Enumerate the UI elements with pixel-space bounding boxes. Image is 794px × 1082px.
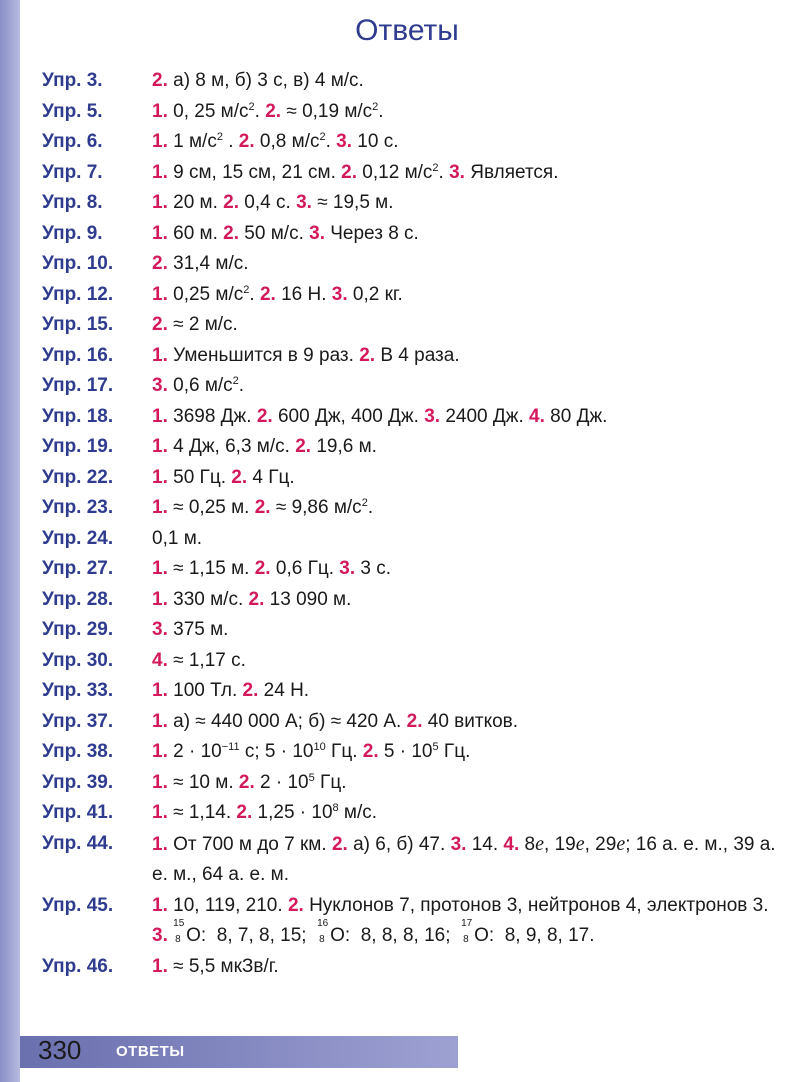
superscript: −11 [221,741,240,753]
answer-number: 1. [152,222,168,244]
text-fragment: 20 м. [167,192,224,213]
text-fragment: 40 витков. [422,710,519,732]
text-fragment: Является. [464,161,559,183]
text-fragment: . [238,375,245,396]
exercise-label: Упр. 10. [42,253,114,274]
text-fragment: 8 [519,833,536,855]
answer-text [152,768,782,799]
text-fragment: 1,25 · 10 [252,802,333,823]
text-fragment: 375 м. [167,619,229,640]
answer-row [0,97,794,128]
exercise-label: Упр. 16. [42,344,114,366]
answer-text [152,615,782,646]
answer-number: 3. [152,925,168,946]
text-fragment: ≈ 0,19 м/с [281,100,373,122]
text-fragment: 0,2 кг. [347,283,403,305]
answer-number: 3. [152,619,168,640]
italic-symbol: e [616,832,626,855]
text-fragment: 13 090 м. [264,588,352,610]
exercise-label: Упр. 22. [42,466,114,488]
text-fragment: O: 8, 7, 8, 15; [186,925,318,946]
answer-number: 3. [331,283,348,305]
answer-number: 3. [449,161,465,183]
answer-number: 2. [287,894,304,916]
answer-row [0,707,794,738]
answer-number: 3. [296,192,312,213]
answer-number: 2. [238,131,255,152]
text-fragment: с; 5 · 10 [239,741,314,762]
exercise-label: Упр. 30. [42,649,114,671]
text-fragment: . [222,131,239,152]
text-fragment: Гц. [314,771,347,793]
answer-number: 2. [231,466,248,488]
text-fragment: ≈ 2 м/с. [167,314,238,335]
exercise-label: Упр. 29. [42,619,114,640]
answers-list [0,66,794,982]
isotope-notation: 16 8 [317,918,329,945]
text-fragment: 4 Гц. [247,466,295,488]
exercise-label: Упр. 39. [42,771,114,793]
text-fragment: а) ≈ 440 000 А; б) ≈ 420 А. [167,710,407,732]
text-fragment: , 29 [584,833,617,855]
answer-number: 4. [503,833,520,855]
text-fragment: 5 · 10 [378,741,433,762]
text-fragment: . [325,131,337,152]
answer-text [152,646,782,677]
answer-text [152,158,782,189]
answer-number: 1. [152,771,168,793]
answer-row [0,371,794,402]
answer-number: 2. [223,192,240,213]
text-fragment: 19,6 м. [311,436,377,457]
exercise-label: Упр. 33. [42,680,114,701]
answer-text [152,310,782,341]
answer-text [152,463,782,494]
isotope-notation: 17 8 [461,918,473,945]
answer-text [152,798,782,829]
answer-text [152,829,782,891]
superscript: 2 [372,100,379,113]
text-fragment: 80 Дж. [544,405,608,427]
answer-number: 2. [236,802,253,823]
answer-number: 1. [152,741,168,762]
superscript: 2 [232,375,239,387]
exercise-label: Упр. 15. [42,314,114,335]
text-fragment: Уменьшится в 9 раз. [167,344,360,366]
text-fragment: 1 м/с [167,131,217,152]
answer-text [152,493,782,524]
answer-row [0,127,794,158]
exercise-label: Упр. 41. [42,802,114,823]
text-fragment: Гц. [438,741,471,762]
answer-text [152,341,782,372]
answer-number: 2. [341,161,358,183]
answer-row [0,952,794,983]
answer-number: 3. [450,833,467,855]
text-fragment: а) 6, б) 47. [347,833,451,855]
answer-row [0,524,794,555]
text-fragment: 50 м/с. [239,222,310,244]
answer-text [152,66,782,97]
text-fragment: 0,1 м. [152,527,203,549]
answer-text [152,554,782,585]
text-fragment: 31,4 м/с. [167,253,249,274]
text-fragment: , 19 [544,833,576,855]
answer-row [0,402,794,433]
text-fragment: 3 с. [355,558,392,579]
text-fragment: 10 с. [352,131,399,152]
answer-number: 4. [152,649,168,671]
answer-row [0,66,794,97]
text-fragment: . [438,161,450,183]
text-fragment: 0, 25 м/с [167,100,249,122]
text-fragment: 600 Дж, 400 Дж. [272,405,425,427]
text-fragment: ≈ 1,15 м. [167,558,255,579]
italic-symbol: e [535,832,545,855]
exercise-label: Упр. 46. [42,955,114,977]
answer-number: 1. [152,405,168,427]
answer-row [0,341,794,372]
answer-number: 1. [152,894,168,916]
text-fragment: а) 8 м, б) 3 с, в) 4 м/с. [167,70,364,91]
answer-number: 1. [152,466,168,488]
answer-number: 1. [152,955,168,977]
answer-number: 4. [529,405,545,427]
answer-text [152,402,782,433]
answer-text [152,188,782,219]
answer-number: 2. [242,680,259,701]
answer-row [0,676,794,707]
superscript: 2 [248,100,255,113]
answer-number: 2. [265,100,282,122]
exercise-label: Упр. 45. [42,894,114,916]
exercise-label: Упр. 9. [42,222,103,244]
answer-number: 2. [362,741,379,762]
exercise-label: Упр. 24. [42,527,114,549]
superscript: 2 [319,131,326,143]
text-fragment: O: 8, 9, 8, 17. [474,925,595,946]
answer-row [0,891,794,952]
exercise-label: Упр. 19. [42,436,114,457]
text-fragment: 60 м. [167,222,224,244]
answer-row [0,737,794,768]
footer-bar [20,1036,458,1068]
answer-number: 2. [259,283,276,305]
answer-row [0,188,794,219]
answer-number: 2. [238,771,255,793]
answer-number: 1. [152,344,168,366]
answer-text [152,585,782,616]
answer-number: 2. [254,558,271,579]
answer-number: 1. [152,833,168,855]
answer-row [0,463,794,494]
answer-row [0,768,794,799]
text-fragment: ≈ 1,14. [167,802,237,823]
exercise-label: Упр. 12. [42,283,114,305]
exercise-label: Упр. 5. [42,100,103,122]
answer-number: 1. [152,283,168,305]
text-fragment: 0,4 с. [239,192,297,213]
exercise-label: Упр. 8. [42,192,103,213]
answer-row [0,432,794,463]
text-fragment: ≈ 19,5 м. [311,192,394,213]
answer-row [0,219,794,250]
superscript: 10 [313,741,326,753]
exercise-label: Упр. 28. [42,588,114,610]
text-fragment: Нуклонов 7, протонов 3, нейтронов 4, электронов 3. [303,894,774,916]
answer-row [0,646,794,677]
exercise-label: Упр. 27. [42,558,114,579]
footer-section-label: ОТВЕТЫ [116,1043,185,1060]
answer-number: 2. [223,222,240,244]
answer-number: 2. [152,314,168,335]
exercise-label: Упр. 7. [42,161,103,183]
answer-text [152,249,782,280]
superscript: 5 [432,741,439,753]
answer-number: 1. [152,161,168,183]
answer-number: 1. [152,680,168,701]
text-fragment: 100 Тл. [167,680,243,701]
answer-text [152,127,782,158]
answer-number: 2. [256,405,273,427]
answer-text [152,97,782,128]
exercise-label: Упр. 38. [42,741,114,762]
answer-number: 2. [152,253,168,274]
text-fragment: ≈ 10 м. [167,771,239,793]
answer-number: 2. [254,497,271,518]
text-fragment: 0,25 м/с [167,283,244,305]
answer-row [0,585,794,616]
answer-row [0,615,794,646]
text-fragment: ; 16 а. е. м., 39 а. е. м., 64 а. е. м. [152,833,781,885]
text-fragment: 2 · 10 [254,771,309,793]
answer-text [152,737,782,768]
exercise-label: Упр. 37. [42,710,114,732]
answer-number: 3. [336,131,353,152]
text-fragment: 2 · 10 [167,741,222,762]
answer-text [152,676,782,707]
exercise-label: Упр. 17. [42,375,114,396]
text-fragment: 330 м/с. [167,588,249,610]
page-title: Ответы [355,14,459,47]
answer-row [0,249,794,280]
superscript: 2 [432,161,439,174]
isotope-notation: 15 8 [173,918,185,945]
answer-text [152,432,782,463]
text-fragment: 16 Н. [275,283,332,305]
answer-number: 1. [152,100,168,122]
superscript: 2 [361,497,368,509]
text-fragment: . [254,100,266,122]
answer-number: 3. [424,405,441,427]
exercise-label: Упр. 3. [42,70,103,91]
answer-row [0,493,794,524]
text-fragment: 0,8 м/с [254,131,320,152]
answer-number: 1. [152,192,168,213]
exercise-label: Упр. 18. [42,405,114,427]
superscript: 8 [332,802,339,814]
answer-row [0,158,794,189]
text-fragment: . [367,497,374,518]
answer-number: 1. [152,558,168,579]
answer-number: 1. [152,710,168,732]
text-fragment: Гц. [325,741,363,762]
exercise-label: Упр. 23. [42,497,114,518]
answer-number: 2. [359,344,376,366]
answer-number: 1. [152,802,168,823]
text-fragment: 0,12 м/с [357,161,433,183]
answer-number: 3. [339,558,356,579]
answer-text [152,280,782,311]
text-fragment: В 4 раза. [375,344,460,366]
answer-number: 2. [331,833,348,855]
answer-text [152,891,782,952]
answer-number: 3. [309,222,325,244]
answer-row [0,829,794,891]
text-fragment: Через 8 с. [324,222,419,244]
answer-text [152,707,782,738]
italic-symbol: e [575,832,585,855]
text-fragment: От 700 м до 7 км. [167,833,332,855]
answer-number: 3. [152,375,168,396]
superscript: 5 [308,771,315,784]
answer-row [0,310,794,341]
answer-number: 2. [152,70,168,91]
text-fragment: . [378,100,384,122]
answer-row [0,554,794,585]
answer-number: 1. [152,497,168,518]
text-fragment: 14. [466,833,504,855]
page-number: 330 [38,1035,82,1065]
text-fragment: 4 Дж, 6,3 м/с. [167,436,296,457]
answer-row [0,798,794,829]
answer-text [152,219,782,250]
answer-number: 2. [406,710,423,732]
text-fragment: 9 см, 15 см, 21 см. [167,161,342,183]
answer-row [0,280,794,311]
text-fragment: 2400 Дж. [440,405,530,427]
text-fragment: м/с. [338,802,378,823]
answer-number: 2. [295,436,312,457]
text-fragment: 10, 119, 210. [167,894,288,916]
text-fragment: O: 8, 8, 8, 16; [330,925,462,946]
answer-number: 1. [152,131,168,152]
answer-number: 1. [152,588,168,610]
superscript: 2 [243,283,250,296]
text-fragment: ≈ 5,5 мкЗв/г. [167,955,279,977]
text-fragment: 0,6 м/с [167,375,233,396]
text-fragment: 0,6 Гц. [270,558,340,579]
text-fragment: ≈ 9,86 м/с [270,497,362,518]
text-fragment: 3698 Дж. [167,405,257,427]
exercise-label: Упр. 6. [42,131,103,152]
answer-number: 1. [152,436,168,457]
answer-text [152,371,782,402]
answer-text [152,524,782,555]
text-fragment: ≈ 0,25 м. [167,497,255,518]
exercise-label: Упр. 44. [42,832,114,854]
answer-number: 2. [248,588,265,610]
text-fragment: ≈ 1,17 с. [167,649,246,671]
text-fragment: 50 Гц. [167,466,232,488]
text-fragment: 24 Н. [258,680,310,701]
superscript: 2 [216,131,223,143]
text-fragment: . [249,283,260,305]
answer-text [152,952,782,983]
